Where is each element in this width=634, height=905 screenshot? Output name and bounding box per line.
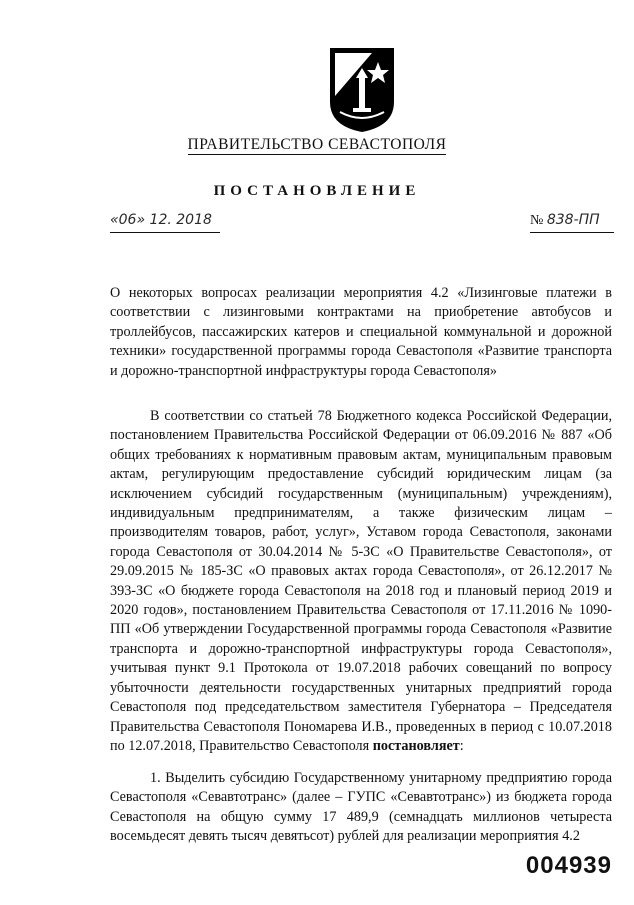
preamble-text: В соответствии со статьей 78 Бюджетного кодекса Российской Федерации, постановлением Правительства Российской Федерации от 06.09.2016 № 887 «Об общих требованиях к нормативным правовым актам, муниципальным правовым актам, регулирующим предоставление субсидий юридическим лицам (за исключением субсидий государственным (муниципальным) учреждениям), индивидуальным предпринимателям, а также физическим лицам – производителям товаров, работ, услуг», Уставом города Севастополя, законами города Севастополя от 30.04.2014 № 5-ЗС «О Правительстве Севастополя», от 29.09.2015 № 185-ЗС «О правовых актах города Севастополя», от 26.12.2017 № 393-ЗС «О бюджете города Севастополя на 2018 год и плановый период 2019 и 2020 годов», постановлением Правительства Севастополя от 17.11.2016 № 1090-ПП «Об утверждении Государственной программы города Севастополя «Развитие транспорта и дорожно-транспортной инфраструктуры города Севастополя», учитывая пункт 9.1 Протокола от 19.07.2018 рабочих совещаний по вопросу убыточности деятельности государственных унитарных предприятий города Севастополя под председательством заместителя Губернатора – Председателя Правительства Севастополя Пономарева И.В., проведенных в период с 10.07.2018 по 12.07.2018, Правительство Севастополя [110, 408, 612, 754]
resolves-colon: : [459, 737, 464, 754]
preamble-paragraph [110, 407, 612, 756]
government-title: ПРАВИТЕЛЬСТВО СЕВАСТОПОЛЯ [187, 136, 447, 153]
document-type-heading: ПОСТАНОВЛЕНИЕ [213, 183, 421, 199]
serial-number: 004939 [525, 852, 612, 879]
number-sign: № [530, 213, 544, 228]
document-number [530, 212, 614, 233]
document-subject: О некоторых вопросах реализации мероприятия 4.2 «Лизинговые платежи в соответствии с лизинговыми контрактами на приобретение автобусов и троллейбусов, пассажирских катеров и специальной коммунальной и дорожной техники» государственной программы города Севастополя «Развитие транспорта и дорожно-транспортной инфраструктуры города Севастополя» [110, 285, 612, 379]
number-value: 838-ПП [546, 212, 600, 228]
resolves-word: постановляет [372, 737, 460, 754]
coat-of-arms-icon [326, 42, 398, 134]
clause-1: 1. Выделить субсидию Государственному унитарному предприятию города Севастополя «Севавтотранс» (далее – ГУПС «Севавтотранс») из бюджета города Севастополя на общую сумму 17 489,9 (семнадцать миллионов четыреста восемьдесят девять тысяч девятьсот) рублей для реализации мероприятия 4.2 [110, 770, 612, 845]
document-date: «06» 12. 2018 [110, 212, 220, 233]
